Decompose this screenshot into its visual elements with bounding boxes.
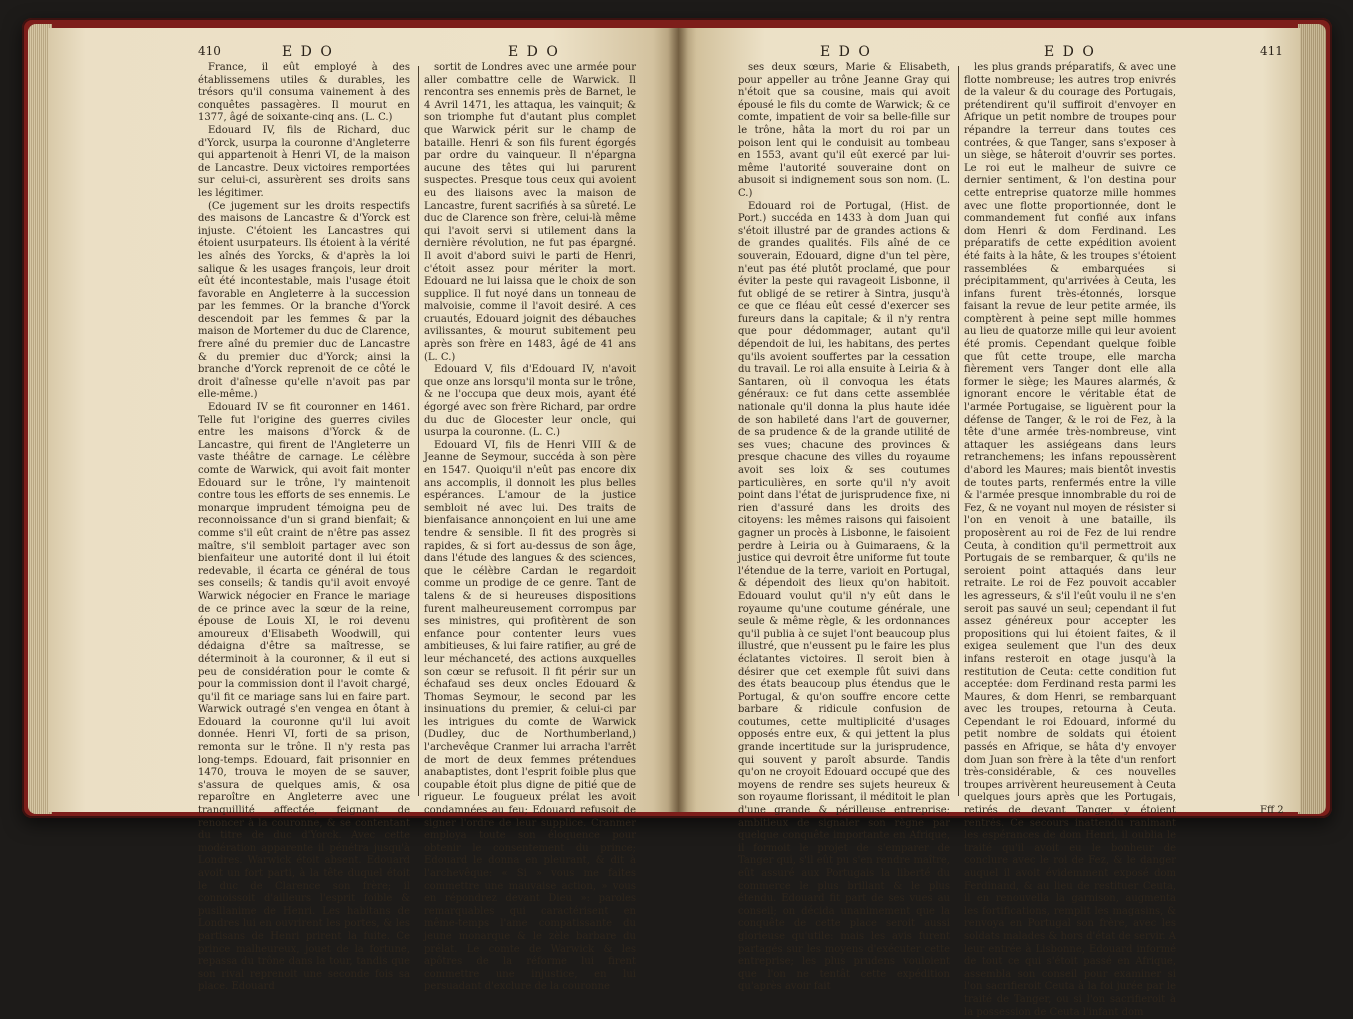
column-rule (418, 66, 419, 796)
paragraph: Edouard V, fils d'Edouard IV, n'avoit que onze ans lorsqu'il monta sur le trône, & ne l'occupa que deux mois, ayant été égorgé avec son frère Richard, par ordre du duc de Glocester leur oncle, qui usurpa la couronne. (L. C.) (424, 364, 636, 439)
paragraph: (Ce jugement sur les droits respectifs des maisons de Lancastre & d'Yorck est injuste. C'étoient les Lancastres qui étoient usurpateurs. Ils étoient à la vérité les aînés des Yorcks, & d'après la loi salique & les usages françois, leur droit eût été incontestable, mais l'usage étoit favorable en Angleterre à la succession par les femmes. Or la branche d'Yorck descendoit par les femmes & par la maison de Mortemer du duc de Clarence, frere aîné du premier duc de Lancastre & du premier duc d'Yorck; ainsi la branche d'Yorck reprenoit de ce côté le droit d'aînesse qu'elle n'avoit pas par elle-même.) (198, 200, 410, 401)
right-running-head-1: E D O (820, 44, 872, 60)
right-page-column-2 (964, 62, 1176, 1018)
paragraph: Edouard IV se fit couronner en 1461. Telle fut l'origine des guerres civiles entre les maisons d'Yorck & de Lancastre, qui firent de l'Angleterre un vaste théâtre de carnage. Le célèbre comte de Warwick, qui avoit fait monter Edouard sur le trône, l'y maintenoit contre tous les efforts de ses ennemis. Le monarque imprudent témoigna peu de reconnoissance d'un si grand bienfait; & comme s'il eût craint de n'être pas assez maître, s'il sembloit partager avec son bienfaiteur une autorité dont il lui étoit redevable, il écarta ce général de tous ses conseils; & tandis qu'il avoit envoyé Warwick négocier en France le mariage de ce prince avec la sœur de la reine, épouse de Louis XI, le roi devenu amoureux d'Elisabeth Woodwill, qui dédaigna d'être sa maîtresse, se déterminoit à la couronner, & il eut si peu de considération pour le comte & pour la commission dont il l'avoit chargé, qu'il fit ce mariage sans lui en faire part. Warwick outragé s'en vengea en ôtant à Edouard la couronne qu'il lui avoit donnée. Henri VI, forti de sa prison, remonta sur le trône. Il n'y resta pas long-temps. Edouard, fait prisonnier en 1470, trouva le moyen de se sauver, s'assura de quelques amis, & osa reparoître en Angleterre avec une tranquillité affectée, feignant de renoncer à la couronne, & se contentant du titre de duc d'Yorck. Avec cette modération apparente il pénétra jusqu'à Londres. Warwick étoit absent. Edouard avoit un fort parti, à la tête duquel étoit le duc de Clarence son frère; il connoissoit d'ailleurs l'esprit foible & pusillanime de Henri. Les habitans de Londres lui en ouvrirent les portes, & les partisans de Henri prirent la fuite. Ce prince malheureux, jouet de la fortune, repassa du trône dans la tour, tandis que son rival reprenoit une seconde fois sa place. Edouard (198, 402, 410, 993)
left-page-column-1 (198, 62, 410, 993)
right-page-edges (1298, 24, 1326, 814)
column-rule (958, 66, 959, 796)
paragraph: Edouard VI, fils de Henri VIII & de Jeanne de Seymour, succéda à son père en 1547. Quoiqu'il n'eût pas encore dix ans accomplis, il donnoit les plus belles espérances. L'amour de la justice sembloit né avec lui. Des traits de bienfaisance annonçoient en lui une ame tendre & sensible. Il fit des progrès si rapides, & si fort au-dessus de son âge, dans l'étude des langues & des sciences, que le célèbre Cardan le regardoit comme un prodige de ce genre. Tant de talens & de si heureuses dispositions furent malheureusement corrompus par ses ministres, qui profitèrent de son enfance pour contenter leurs vues ambitieuses, & lui faire ratifier, au gré de leur méchanceté, des actions auxquelles son cœur se refusoit. Il fit périr sur un échafaud ses deux oncles Edouard & Thomas Seymour, le second par les insinuations du premier, & celui-ci par les intrigues du comte de Warwick (Dudley, duc de Northumberland,) l'archevêque Cranmer lui arracha l'arrêt de mort de deux femmes prétendues anabaptistes, dont l'esprit foible plus que coupable étoit plus digne de pitié que de rigueur. Le fougueux prélat les avoit condamnées au feu; Edouard refusoit de signer l'ordre de leur supplice. Cranmer employa toute son éloquence pour obtenir le consentement du prince; Edouard le donna en pleurant, & dit à l'archevêque: « Si » vous me faites commettre une mauvaise action, » vous en répondrez devant Dieu »: paroles remarquables qui caractérisent en même-temps l'ame compatissante du jeune monarque & le zèle barbare du prélat. Le comte de Warwick & les apôtres de la réforme lui firent commettre une injustice, en lui persuadant d'exclure de la couronne (424, 439, 636, 993)
right-page-number: 411 (1260, 44, 1283, 58)
left-running-head-1: E D O (282, 44, 334, 60)
left-running-head-2: E D O (508, 44, 560, 60)
paragraph: Edouard IV, fils de Richard, duc d'Yorck, usurpa la couronne d'Angleterre qui appartenoit à Henri VI, de la maison de Lancastre. Deux victoires remportées sur celui-ci, assurèrent ses droits sans les légitimer. (198, 124, 410, 199)
paragraph: ses deux sœurs, Marie & Elisabeth, pour appeller au trône Jeanne Gray qui n'étoit que sa cousine, mais qui avoit épousé le fils du comte de Warwick; & ce comte, impatient de voir sa belle-fille sur le trône, hâta la mort du roi par un poison lent qui le conduisit au tombeau en 1553, avant qu'il eût exercé par lui-même l'autorité souveraine dont on abusoit si indignement sous son nom. (L. C.) (738, 62, 950, 199)
paragraph: France, il eût employé à des établissemens utiles & durables, les trésors qu'il consuma vainement à des conquêtes passagères. Il mourut en 1377, âgé de soixante-cinq ans. (L. C.) (198, 62, 410, 124)
paragraph: Edouard roi de Portugal, (Hist. de Port.) succéda en 1433 à dom Juan qui s'étoit illustré par de grandes actions & de grandes qualités. Fils aîné de ce souverain, Edouard, digne d'un tel père, n'eut pas été plutôt proclamé, que pour éviter la peste qui ravageoit Lisbonne, il fut obligé de se retirer à Sintra, jusqu'à ce que ce fléau eût cessé d'exercer ses fureurs dans la capitale; & il n'y rentra que pour dédommager, autant qu'il dépendoit de lui, les habitans, des pertes qu'ils avoient souffertes par la cessation du travail. Le roi alla ensuite à Leiria & à Santaren, où il convoqua les états généraux: ce fut dans cette assemblée nationale qu'il donna la plus haute idée de son habileté dans l'art de gouverner, de sa prudence & de la grande utilité de ses vues; chacune des provinces & presque chacune des villes du royaume avoit ses loix & ses coutumes particulières, en sorte qu'il n'y avoit point dans l'état de jurisprudence fixe, ni rien d'assuré dans les droits des citoyens: les mêmes raisons qui faisoient gagner un procès à Lisbonne, le faisoient perdre à Leiria ou à Guimaraens, & la justice qui devroit être uniforme fut toute l'étendue de la terre, varioit en Portugal, & dépendoit des lieux qu'on habitoit. Edouard voulut qu'il n'y eût dans le royaume qu'une coutume générale, une seule & même règle, & les ordonnances qu'il publia à ce sujet l'ont beaucoup plus illustré, que n'eussent pu le faire les plus éclatantes victoires. Il seroit bien à désirer que cet exemple fût suivi dans des états beaucoup plus étendus que le Portugal, & qu'on souffre encore cette barbare & ridicule confusion de coutumes, cette multiplicité d'usages opposés entre eux, & qui jettent la plus grande incertitude sur la jurisprudence, qui souvent y paroît absurde. Tandis qu'on ne croyoit Edouard occupé que des moyens de rendre ses sujets heureux & son royaume florissant, il méditoit le plan d'une grande & périlleuse entreprise; ambitieux de signaler son règne par quelque conquête importante en Afrique, il formoit le projet de s'emparer de Tanger qui, s'il eût pu s'en rendre maître, eût assuré aux Portugais la liberté du commerce le plus brillant & le plus étendu. Edouard fit part de ses vues au conseil; on décida unanimement que la conquête de cette place seroit aussi glorieuse qu'utile: mais les avis furent partagés sur les moyens d'exécuter cette entreprise; les plus prudens vouloient que l'on ne tentât cette expédition qu'après avoir fait (738, 200, 950, 993)
paragraph: les plus grands préparatifs, & avec une flotte nombreuse; les autres trop enivrés de la valeur & du courage des Portugais, prétendirent qu'il suffiroit d'envoyer en Afrique un petit nombre de troupes pour répandre la terreur dans toutes ces contrées, & que Tanger, sans s'exposer à un siège, se hâteroit d'ouvrir ses portes. Le roi eut le malheur de suivre ce dernier sentiment, & l'on destina pour cette entreprise quatorze mille hommes avec une flotte proportionnée, dont le commandement fut confié aux infans dom Henri & dom Ferdinand. Les préparatifs de cette expédition avoient été faits à la hâte, & les troupes s'étoient rassemblées & embarquées si précipitamment, qu'arrivées à Ceuta, les infans furent très-étonnés, lorsque faisant la revue de leur petite armée, ils comptèrent à peine sept mille hommes au lieu de quatorze mille qui leur avoient été promis. Cependant quelque foible que fût cette troupe, elle marcha fièrement vers Tanger dont elle alla former le siège; les Maures alarmés, & ignorant encore le véritable état de l'armée Portugaise, se liguèrent pour la défense de Tanger, & le roi de Fez, à la tête d'une armée très-nombreuse, vint attaquer les assiégeans dans leurs retranchemens; les infans repoussèrent d'abord les Maures; mais bientôt investis de toutes parts, renfermés entre la ville & l'armée presque innombrable du roi de Fez, & ne voyant nul moyen de résister si l'on en venoit à une bataille, ils proposèrent au roi de Fez de lui rendre Ceuta, à condition qu'il permettroit aux Portugais de se rembarquer, & qu'ils ne seroient point attaqués dans leur retraite. Le roi de Fez pouvoit accabler les agresseurs, & s'il l'eût voulu il ne s'en seroit pas sauvé un seul; cependant il fut assez généreux pour accepter les propositions qui lui étoient faites, & il exigea seulement que l'un des deux infans resteroit en otage jusqu'à la restitution de Ceuta: cette condition fut acceptée: dom Ferdinand resta parmi les Maures, & dom Henri, se rembarquant avec les troupes, retourna à Ceuta. Cependant le roi Edouard, informé du petit nombre de soldats qui étoient passés en Afrique, se hâta d'y envoyer dom Juan son frère à la tête d'un renfort très-considérable, & ces nouvelles troupes arrivèrent heureusement à Ceuta quelques jours après que les Portugais, retirés de devant Tanger, y étoient rentrés. Ce secours inattendu ranimant les espérances de dom Henri, il oublia le traité qu'il avoit eu le bonheur de conclure avec le roi de Fez, & le danger auquel il avoit évidemment exposé dom Ferdinand, & au lieu de restituer Ceuta, il en renouvella la garnison, augmenta les fortifications, remplit les magasins, & renvoya en Portugal son frère, avec les soldats malades & hors d'état de servir. A leur entrée à Lisbonne, Edouard informé de tout ce qui s'étoit passé en Afrique, assembla son conseil pour examiner si l'on sacrifieroit Ceuta à la foi jurée par le traité de Tanger, ou si l'on sacrifieroit à la possession de Ceuta l'infant dom (964, 62, 1176, 1018)
left-page-column-2 (424, 62, 636, 993)
right-page-column-1 (738, 62, 950, 993)
right-running-head-2: E D O (1044, 44, 1096, 60)
left-page-number: 410 (198, 44, 221, 58)
paragraph: sortit de Londres avec une armée pour aller combattre celle de Warwick. Il rencontra ses ennemis près de Barnet, le 4 Avril 1471, les attaqua, les vainquit; & son triomphe fut d'autant plus complet que Warwick périt sur le champ de bataille. Henri & son fils furent égorgés par ordre du vainqueur. Il n'épargna aucune des têtes qui lui parurent suspectes. Presque tous ceux qui avoient eu des liaisons avec la maison de Lancastre, furent sacrifiés à sa sûreté. Le duc de Clarence son frère, celui-là même qui l'avoit servi si utilement dans la dernière révolution, ne fut pas épargné. Il avoit d'abord suivi le parti de Henri, c'étoit assez pour mériter la mort. Edouard ne lui laissa que le choix de son supplice. Il fut noyé dans un tonneau de malvoisie, comme il l'avoit desiré. A ces cruautés, Edouard joignit des débauches avilissantes, & mourut subitement peu après son frère en 1483, âgé de 41 ans (L. C.) (424, 62, 636, 363)
signature-mark: Fff 2 (1260, 805, 1284, 816)
